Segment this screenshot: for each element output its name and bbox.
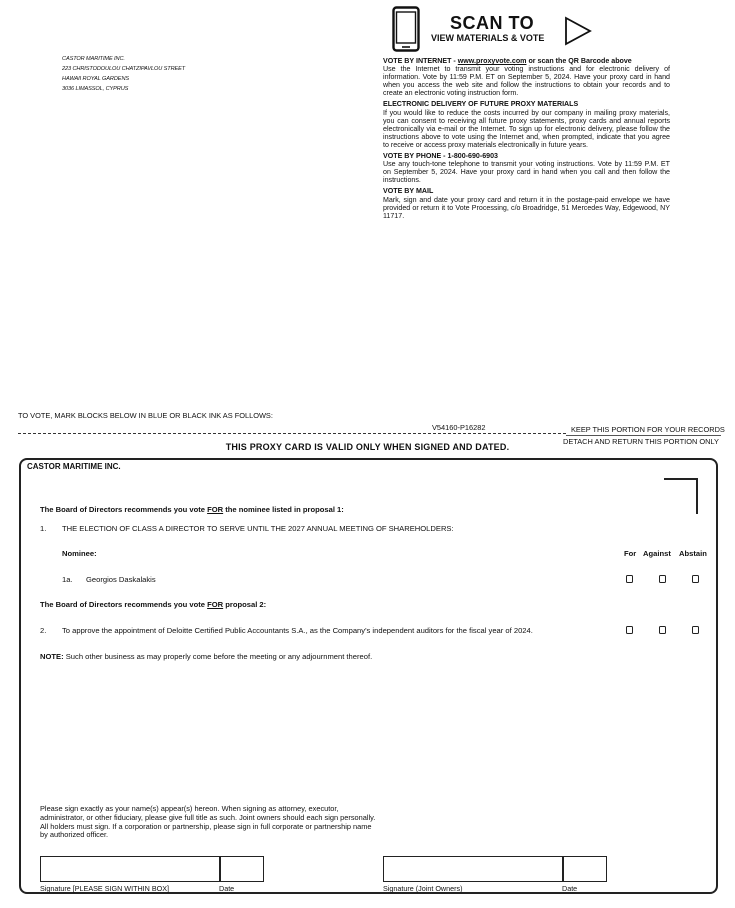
vote-by-mail-section: [383, 187, 670, 219]
electronic-delivery-section: [383, 100, 670, 149]
signature-label: Signature [PLEASE SIGN WITHIN BOX]: [40, 884, 170, 893]
nominee-1a-against-checkbox[interactable]: [659, 575, 666, 583]
address-line: 223 CHRISTODOULOU CHATZIPAVLOU STREET: [62, 66, 186, 72]
vote-by-phone-heading: VOTE BY PHONE - 1-800-690-6903: [383, 152, 498, 161]
column-abstain: Abstain: [679, 549, 707, 558]
card-company-name: CASTOR MARITIME INC.: [27, 462, 121, 471]
note-label: NOTE:: [40, 652, 64, 661]
detach-line: [18, 433, 566, 435]
proposal-2-text: To approve the appointment of Deloitte Certified Public Accountants S.A., as the Company's independent auditors for the fiscal year of 2024.: [62, 626, 533, 635]
smartphone-icon: [392, 6, 420, 52]
proposal-1-number: 1.: [40, 524, 47, 533]
vote-by-mail-heading: VOTE BY MAIL: [383, 187, 434, 196]
signature-box[interactable]: [40, 856, 221, 882]
scan-subtitle: VIEW MATERIALS & VOTE: [431, 33, 545, 43]
rec1-post: the nominee listed in proposal 1:: [223, 505, 344, 514]
valid-notice: THIS PROXY CARD IS VALID ONLY WHEN SIGNED AND DATED.: [225, 442, 510, 452]
heading-prefix: VOTE BY INTERNET -: [383, 57, 458, 65]
date-label: Date: [219, 884, 235, 893]
vote-by-phone-section: [383, 152, 670, 184]
vote-by-phone-body: Use any touch-tone telephone to transmit your voting instructions. Vote by 11:59 P.M. ET on September 5, 2024. Have your proxy card in hand when you call and then follow the instructions.: [383, 160, 670, 185]
nominee-header: Nominee:: [62, 549, 97, 558]
proposal-2-number: 2.: [40, 626, 47, 635]
mark-instructions: TO VOTE, MARK BLOCKS BELOW IN BLUE OR BLACK INK AS FOLLOWS:: [18, 411, 273, 420]
vote-by-internet-section: [383, 57, 670, 97]
vote-by-mail-body: Mark, sign and date your proxy card and return it in the postage-paid envelope we have provided or return it to Vote Processing, c/o Broadridge, 51 Mercedes Way, Edgewood, NY 11717.: [383, 195, 670, 220]
rec2-post: proposal 2:: [223, 600, 267, 609]
company-address: [62, 54, 185, 94]
proposal-2-against-checkbox[interactable]: [659, 626, 666, 634]
address-line: 3036 LIMASSOL, CYPRUS: [62, 86, 129, 92]
rec1-pre: The Board of Directors recommends you vote: [40, 505, 208, 514]
column-against: Against: [643, 549, 671, 558]
note-text: Such other business as may properly come before the meeting or any adjournment thereof.: [63, 652, 373, 661]
nominee-number: 1a.: [62, 575, 73, 584]
note: [40, 652, 372, 661]
proposal-2-abstain-checkbox[interactable]: [692, 626, 699, 634]
heading-suffix: or scan the QR Barcode above: [526, 57, 632, 65]
scan-title: SCAN TO: [450, 13, 535, 33]
control-number: V54160-P16282: [432, 423, 486, 432]
date-box[interactable]: [219, 856, 264, 882]
nominee-1a-abstain-checkbox[interactable]: [692, 575, 699, 583]
proposal-1-text: THE ELECTION OF CLASS A DIRECTOR TO SERVE UNTIL THE 2027 ANNUAL MEETING OF SHAREHOLDERS:: [62, 524, 454, 533]
address-line: HAWAII ROYAL GARDENS: [62, 76, 130, 82]
keep-portion-label: KEEP THIS PORTION FOR YOUR RECORDS: [571, 425, 725, 434]
nominee-1a-for-checkbox[interactable]: [626, 575, 633, 583]
vote-by-internet-heading: [383, 57, 670, 65]
rec1-em: FOR: [207, 505, 224, 514]
vote-by-internet-body: Use the Internet to transmit your voting instructions and for electronic delivery of information. Vote by 11:59 P.M. ET on September 5, 2024. Have your proxy card in hand when you access the web site and follow the instructions to obtain your records and to create an electronic voting instruction form.: [383, 65, 670, 98]
column-for: For: [624, 549, 637, 558]
joint-signature-label: Signature (Joint Owners): [383, 884, 463, 893]
electronic-delivery-heading: ELECTRONIC DELIVERY OF FUTURE PROXY MATERIALS: [383, 100, 579, 109]
nominee-name: Georgios Daskalakis: [86, 575, 156, 584]
address-line: CASTOR MARITIME INC.: [62, 56, 125, 62]
recommendation-2: [40, 600, 266, 609]
electronic-delivery-body: If you would like to reduce the costs incurred by our company in mailing proxy materials, you can consent to receiving all future proxy statements, proxy cards and annual reports electronically via e-mail or the Internet. To sign up for electronic delivery, please follow the instructions above to vote using the Internet and, when prompted, indicate that you agree to receive or access proxy materials electronically in future years.: [383, 108, 670, 149]
proposal-2-for-checkbox[interactable]: [626, 626, 633, 634]
proxyvote-link[interactable]: www.proxyvote.com: [457, 57, 527, 65]
signing-instructions: Please sign exactly as your name(s) appear(s) hereon. When signing as attorney, executor, administrator, or other fiduciary, please give full title as such. Joint owners should each sign personally. All holders must sign. If a corporation or partnership, please sign in full corporate or partnership name by authorized officer.: [40, 804, 376, 840]
rec2-pre: The Board of Directors recommends you vote: [40, 600, 208, 609]
joint-signature-box[interactable]: [383, 856, 564, 882]
corner-mark: [664, 478, 698, 514]
voting-instructions: [383, 57, 670, 223]
joint-date-label: Date: [562, 884, 578, 893]
play-triangle-icon: [564, 16, 592, 46]
detach-portion-label: DETACH AND RETURN THIS PORTION ONLY: [563, 437, 719, 446]
joint-date-box[interactable]: [562, 856, 607, 882]
recommendation-1: [40, 505, 344, 514]
rec2-em: FOR: [207, 600, 224, 609]
